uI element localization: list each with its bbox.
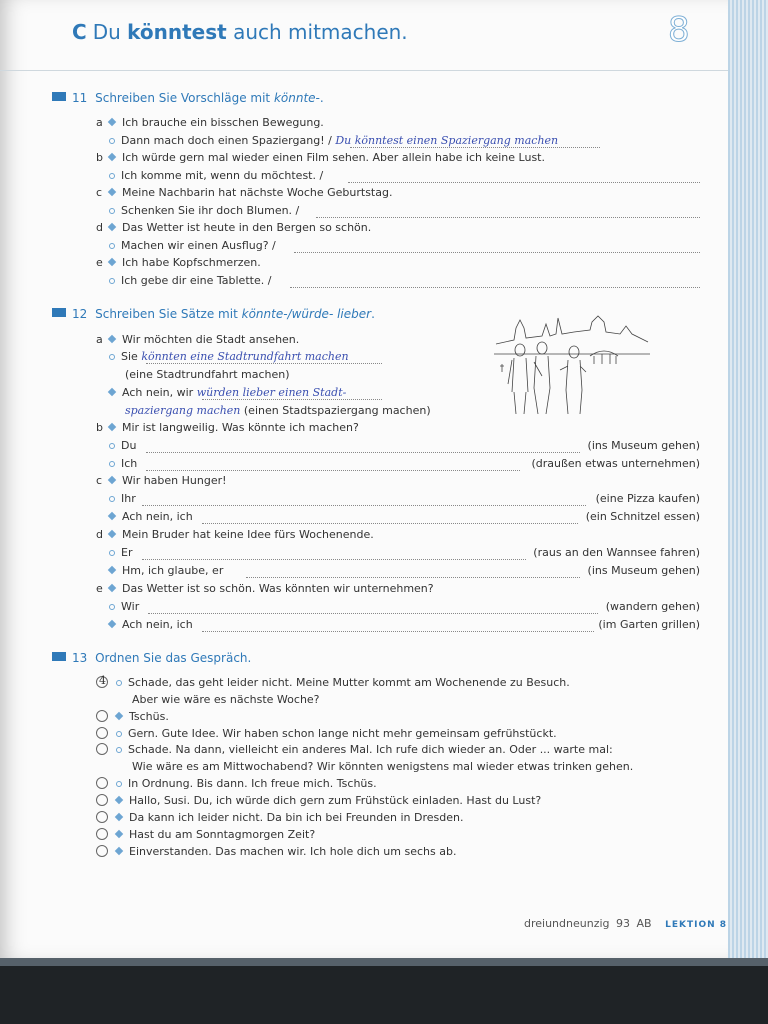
order-circle[interactable] bbox=[96, 828, 108, 840]
reply-line: Hm, ich glaube, er bbox=[109, 564, 223, 577]
scanner-edge bbox=[0, 958, 768, 966]
handwritten-answer: würden lieber einen Stadt- bbox=[196, 386, 347, 399]
prompt-line: Wir möchten die Stadt ansehen. bbox=[109, 333, 299, 346]
item-letter: e bbox=[96, 256, 103, 269]
reply-line: Wir bbox=[109, 600, 139, 613]
answer-line[interactable] bbox=[202, 522, 578, 524]
dialogue-line: In Ordnung. Bis dann. Ich freue mich. Tschüs. bbox=[116, 777, 377, 790]
diamond-bullet-icon bbox=[108, 584, 116, 592]
hint-text: (eine Pizza kaufen) bbox=[595, 492, 700, 505]
diamond-bullet-icon bbox=[108, 566, 116, 574]
answer-line[interactable] bbox=[350, 146, 600, 148]
exercise-tag-icon bbox=[52, 652, 66, 661]
diamond-bullet-icon bbox=[108, 153, 116, 161]
hint-text: (ins Museum gehen) bbox=[587, 564, 700, 577]
circle-bullet-icon bbox=[109, 208, 115, 214]
answer-line[interactable] bbox=[142, 558, 526, 560]
lektion-label: LEKTION 8 bbox=[665, 920, 728, 930]
reply-line: Machen wir einen Ausflug? / bbox=[109, 239, 276, 252]
answer-line[interactable] bbox=[202, 398, 382, 400]
circle-bullet-icon bbox=[109, 496, 115, 502]
header-rule bbox=[0, 70, 728, 71]
diamond-bullet-icon bbox=[108, 620, 116, 628]
order-circle[interactable] bbox=[96, 811, 108, 823]
lesson-number: 8 bbox=[668, 10, 690, 50]
order-circle[interactable] bbox=[96, 794, 108, 806]
diamond-bullet-icon bbox=[115, 712, 123, 720]
reply-line: Sie könnten eine Stadtrundfahrt machen bbox=[109, 350, 349, 363]
order-circle[interactable] bbox=[96, 777, 108, 789]
diamond-bullet-icon bbox=[115, 813, 123, 821]
dialogue-line: Hast du am Sonntagmorgen Zeit? bbox=[116, 828, 315, 841]
order-circle[interactable] bbox=[96, 743, 108, 755]
circle-bullet-icon bbox=[116, 781, 122, 787]
reply-line: Ich gebe dir eine Tablette. / bbox=[109, 274, 271, 287]
dialogue-line: Wie wäre es am Mittwochabend? Wir könnten wenigstens mal wieder etwas trinken gehen. bbox=[132, 760, 634, 773]
exercise-tag-icon bbox=[52, 308, 66, 317]
circle-bullet-icon bbox=[116, 747, 122, 753]
dialogue-line: Aber wie wäre es nächste Woche? bbox=[132, 693, 320, 706]
diamond-bullet-icon bbox=[108, 423, 116, 431]
answer-line[interactable] bbox=[142, 504, 586, 506]
dialogue-line: Tschüs. bbox=[116, 710, 169, 723]
prompt-line: Ich brauche ein bisschen Bewegung. bbox=[109, 116, 324, 129]
diamond-bullet-icon bbox=[108, 223, 116, 231]
reply-line: Du bbox=[109, 439, 136, 452]
circle-bullet-icon bbox=[109, 443, 115, 449]
section-letter: C bbox=[72, 20, 87, 44]
circle-bullet-icon bbox=[109, 173, 115, 179]
diamond-bullet-icon bbox=[115, 796, 123, 804]
page-number: 93 bbox=[616, 917, 631, 930]
hint-text: (ins Museum gehen) bbox=[587, 439, 700, 452]
circle-bullet-icon bbox=[109, 354, 115, 360]
answer-line[interactable] bbox=[316, 216, 700, 218]
item-letter: c bbox=[96, 474, 103, 487]
order-number: 4 bbox=[99, 674, 106, 687]
page-footer: dreiundneunzig 93 AB LEKTION 8 bbox=[524, 917, 728, 930]
order-circle[interactable] bbox=[96, 710, 108, 722]
prompt-line: Das Wetter ist so schön. Was könnten wir unternehmen? bbox=[109, 582, 434, 595]
dialogue-line: Schade. Na dann, vielleicht ein anderes Mal. Ich rufe dich wieder an. Oder ... warte mal: bbox=[116, 743, 613, 756]
item-letter: b bbox=[96, 421, 103, 434]
circle-bullet-icon bbox=[109, 461, 115, 467]
diamond-bullet-icon bbox=[108, 530, 116, 538]
item-letter: a bbox=[96, 333, 103, 346]
page-edge bbox=[728, 0, 768, 958]
answer-line[interactable] bbox=[294, 251, 700, 253]
exercise-13-title: 13 Ordnen Sie das Gespräch. bbox=[52, 651, 251, 665]
prompt-line: Ich würde gern mal wieder einen Film sehen. Aber allein habe ich keine Lust. bbox=[109, 151, 545, 164]
diamond-bullet-icon bbox=[115, 830, 123, 838]
item-letter: c bbox=[96, 186, 103, 199]
answer-line[interactable] bbox=[146, 362, 382, 364]
exercise-12-title: 12 Schreiben Sie Sätze mit könnte-/würde- lieber. bbox=[52, 307, 375, 321]
diamond-bullet-icon bbox=[108, 476, 116, 484]
circle-bullet-icon bbox=[109, 604, 115, 610]
handwritten-answer: könnten eine Stadtrundfahrt machen bbox=[141, 350, 349, 363]
answer-line[interactable] bbox=[146, 469, 520, 471]
circle-bullet-icon bbox=[109, 138, 115, 144]
reply-line: Dann mach doch einen Spaziergang! / Du könntest einen Spaziergang machen bbox=[109, 134, 558, 147]
handwritten-answer: spaziergang machen bbox=[125, 404, 241, 417]
reply-line: Er bbox=[109, 546, 132, 559]
diamond-bullet-icon bbox=[108, 335, 116, 343]
diamond-bullet-icon bbox=[115, 847, 123, 855]
prompt-line: Meine Nachbarin hat nächste Woche Geburtstag. bbox=[109, 186, 392, 199]
reply-line: Ich bbox=[109, 457, 137, 470]
circle-bullet-icon bbox=[109, 550, 115, 556]
section-heading: C Du könntest auch mitmachen. bbox=[72, 20, 408, 44]
reply-line: Ach nein, ich bbox=[109, 510, 193, 523]
dialogue-line: Da kann ich leider nicht. Da bin ich bei Freunden in Dresden. bbox=[116, 811, 463, 824]
reply-line: spaziergang machen (einen Stadtspaziergang machen) bbox=[125, 404, 431, 417]
hint-line: (eine Stadtrundfahrt machen) bbox=[125, 368, 290, 381]
reply-line: Ach nein, ich bbox=[109, 618, 193, 631]
handwritten-answer: Du könntest einen Spaziergang machen bbox=[335, 134, 559, 147]
circle-bullet-icon bbox=[116, 680, 122, 686]
diamond-bullet-icon bbox=[108, 188, 116, 196]
answer-line[interactable] bbox=[146, 451, 580, 453]
diamond-bullet-icon bbox=[108, 258, 116, 266]
prompt-line: Wir haben Hunger! bbox=[109, 474, 227, 487]
prompt-line: Das Wetter ist heute in den Bergen so schön. bbox=[109, 221, 371, 234]
dialogue-line: Schade, das geht leider nicht. Meine Mutter kommt am Wochenende zu Besuch. bbox=[116, 676, 570, 689]
item-letter: d bbox=[96, 221, 103, 234]
hint-text: (raus an den Wannsee fahren) bbox=[533, 546, 700, 559]
answer-line[interactable] bbox=[246, 576, 580, 578]
item-letter: d bbox=[96, 528, 103, 541]
answer-line[interactable] bbox=[290, 286, 700, 288]
dialogue-line: Hallo, Susi. Du, ich würde dich gern zum Frühstück einladen. Hast du Lust? bbox=[116, 794, 541, 807]
hint-text: (ein Schnitzel essen) bbox=[585, 510, 700, 523]
diamond-bullet-icon bbox=[108, 118, 116, 126]
item-letter: e bbox=[96, 582, 103, 595]
exercise-11-title: 11 Schreiben Sie Vorschläge mit könnte-. bbox=[52, 91, 324, 105]
answer-line[interactable] bbox=[202, 630, 594, 632]
circle-bullet-icon bbox=[109, 243, 115, 249]
dialogue-line: Gern. Gute Idee. Wir haben schon lange nicht mehr gemeinsam gefrühstückt. bbox=[116, 727, 557, 740]
reply-line: Ich komme mit, wenn du möchtest. / bbox=[109, 169, 323, 182]
dialogue-line: Einverstanden. Das machen wir. Ich hole dich um sechs ab. bbox=[116, 845, 456, 858]
order-circle[interactable] bbox=[96, 845, 108, 857]
diamond-bullet-icon bbox=[108, 388, 116, 396]
reply-line: Schenken Sie ihr doch Blumen. / bbox=[109, 204, 299, 217]
hint-text: (wandern gehen) bbox=[605, 600, 700, 613]
prompt-line: Mein Bruder hat keine Idee fürs Wochenende. bbox=[109, 528, 374, 541]
answer-line[interactable] bbox=[348, 181, 700, 183]
prompt-line: Mir ist langweilig. Was könnte ich machen? bbox=[109, 421, 359, 434]
circle-bullet-icon bbox=[109, 278, 115, 284]
prompt-line: Ich habe Kopfschmerzen. bbox=[109, 256, 261, 269]
reply-line: Ihr bbox=[109, 492, 136, 505]
circle-bullet-icon bbox=[116, 731, 122, 737]
hint-text: (draußen etwas unternehmen) bbox=[531, 457, 700, 470]
reply-line: Ach nein, wir würden lieber einen Stadt- bbox=[109, 386, 346, 399]
item-letter: b bbox=[96, 151, 103, 164]
people-city-illustration bbox=[494, 310, 650, 422]
diamond-bullet-icon bbox=[108, 512, 116, 520]
item-letter: a bbox=[96, 116, 103, 129]
hint-text: (im Garten grillen) bbox=[598, 618, 700, 631]
order-circle[interactable] bbox=[96, 727, 108, 739]
exercise-tag-icon bbox=[52, 92, 66, 101]
scanner-border bbox=[0, 958, 768, 1024]
answer-line[interactable] bbox=[148, 612, 598, 614]
